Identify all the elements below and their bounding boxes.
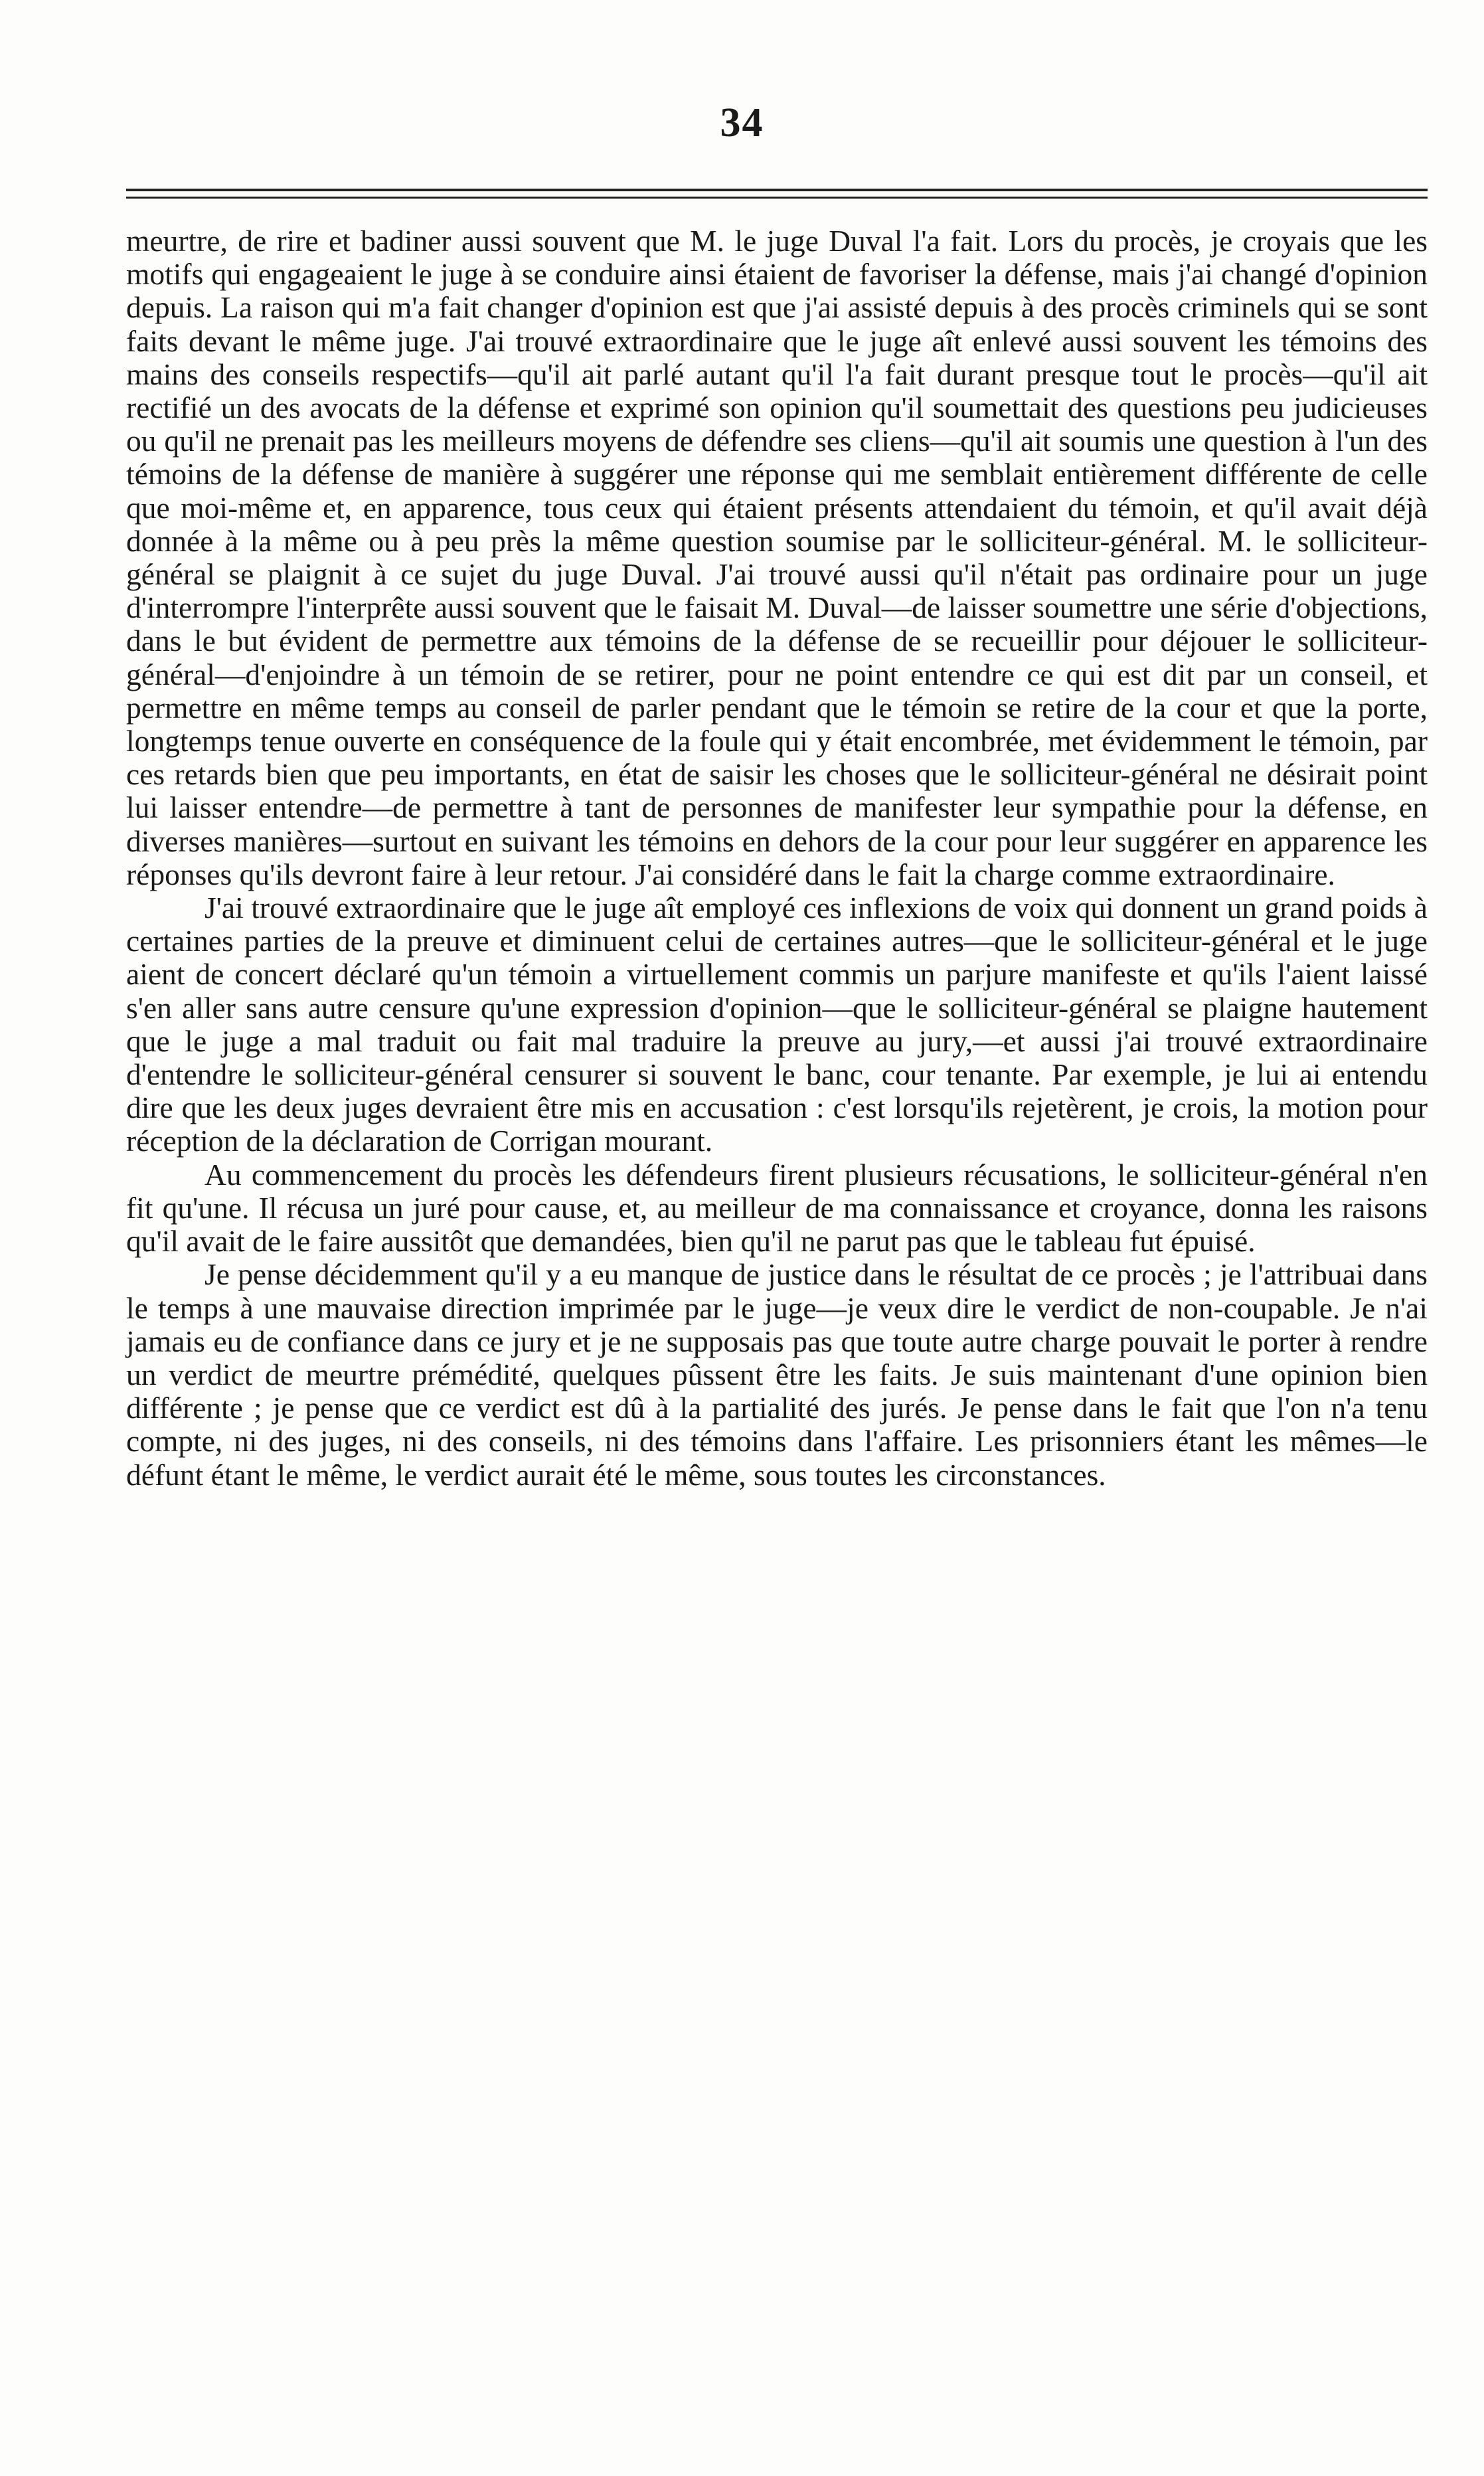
paragraph-1: meurtre, de rire et badiner aussi souvent que M. le juge Duval l'a fait. Lors du procès, je croyais que les motifs qui engageaient le juge à se conduire ainsi étaient de favoriser la défense, mais j'ai changé d'opinion depuis. La raison qui m'a fait changer d'opinion est que j'ai assisté depuis à des procès criminels qui se sont faits devant le même juge. J'ai trouvé extraordinaire que le juge aît enlevé aussi souvent les témoins des mains des conseils respectifs—qu'il ait parlé autant qu'il l'a fait durant presque tout le procès—qu'il ait rectifié un des avocats de la défense et exprimé son opinion qu'il soumettait des questions peu judicieuses ou qu'il ne prenait pas les meilleurs moyens de défendre ses cliens—qu'il ait soumis une question à l'un des témoins de la défense de manière à suggérer une réponse qui me semblait entièrement différente de celle que moi-même et, en apparence, tous ceux qui étaient présents attendaient du témoin, et qu'il avait déjà donnée à la même ou à peu près la même question soumise par le solliciteur-général. M. le solliciteur-général se plaignit à ce sujet du juge Duval. J'ai trouvé aussi qu'il n'était pas ordinaire pour un juge d'interrompre l'interprête aussi souvent que le faisait M. Duval—de laisser soumettre une série d'objections, dans le but évident de permettre aux témoins de la défense de se recueillir pour déjouer le solliciteur-général—d'enjoindre à un témoin de se retirer, pour ne point entendre ce qui est dit par un conseil, et permettre en même temps au conseil de parler pendant que le témoin se retire de la cour et que la porte, longtemps tenue ouverte en conséquence de la foule qui y était encombrée, met évidemment le témoin, par ces retards bien que peu importants, en état de saisir les choses que le solliciteur-général ne désirait point lui laisser entendre—de permettre à tant de personnes de manifester leur sympathie pour la défense, en diverses manières—surtout en suivant les témoins en dehors de la cour pour leur suggérer en apparence les réponses qu'ils devront faire à leur retour. J'ai considéré dans le fait la charge comme extraordinaire. [126,224,1428,891]
header-rule-top [126,189,1428,191]
body-text [126,224,1428,1492]
paragraph-3: Au commencement du procès les défendeurs firent plusieurs récusations, le solliciteur-général n'en fit qu'une. Il récusa un juré pour cause, et, au meilleur de ma connaissance et croyance, donna les raisons qu'il avait de le faire aussitôt que demandées, bien qu'il ne parut pas que le tableau fut épuisé. [126,1157,1428,1259]
paragraph-2: J'ai trouvé extraordinaire que le juge aît employé ces inflexions de voix qui donnent un grand poids à certaines parties de la preuve et diminuent celui de certaines autres—que le solliciteur-général et le juge aient de concert déclaré qu'un témoin a virtuellement commis un parjure manifeste et qu'ils l'aient laissé s'en aller sans autre censure qu'une expression d'opinion—que le solliciteur-général se plaigne hautement que le juge a mal traduit ou fait mal traduire la preuve au jury,—et aussi j'ai trouvé extraordinaire d'entendre le solliciteur-général censurer si souvent le banc, cour tenante. Par exemple, je lui ai entendu dire que les deux juges devraient être mis en accusation : c'est lorsqu'ils rejetèrent, je crois, la motion pour réception de la déclaration de Corrigan mourant. [126,891,1428,1158]
paragraph-4: Je pense décidemment qu'il y a eu manque de justice dans le résultat de ce procès ; je l'attribuai dans le temps à une mauvaise direction imprimée par le juge—je veux dire le verdict de non-coupable. Je n'ai jamais eu de confiance dans ce jury et je ne supposais pas que toute autre charge pouvait le porter à rendre un verdict de meurtre prémédité, quelques pûssent être les faits. Je suis maintenant d'une opinion bien différente ; je pense que ce verdict est dû à la partialité des jurés. Je pense dans le fait que l'on n'a tenu compte, ni des juges, ni des conseils, ni des témoins dans l'affaire. Les prisonniers étant les mêmes—le défunt étant le même, le verdict aurait été le même, sous toutes les circonstances. [126,1257,1428,1492]
header-rule-bottom [126,197,1428,199]
page-number: 34 [720,100,764,145]
